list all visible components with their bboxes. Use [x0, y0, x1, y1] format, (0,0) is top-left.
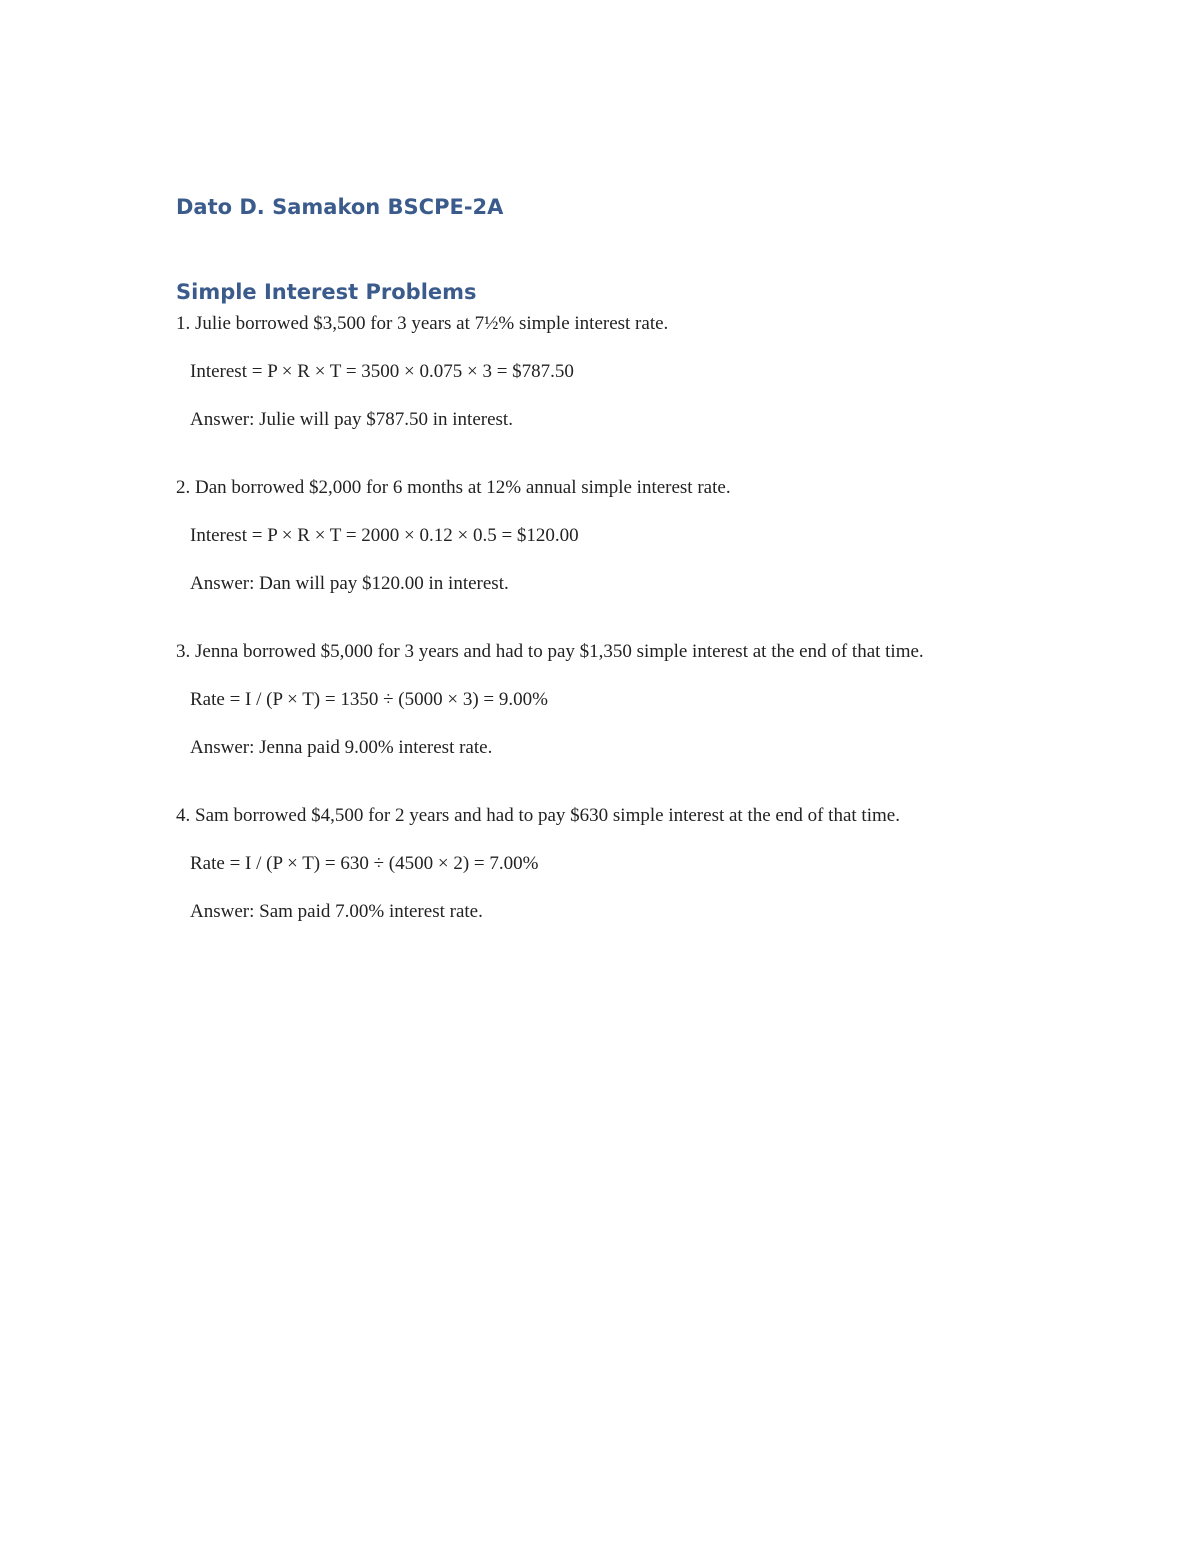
problem-answer: Answer: Dan will pay $120.00 in interest. [190, 573, 509, 594]
problem-formula: Rate = I / (P × T) = 1350 ÷ (5000 × 3) = 9.00% [190, 689, 548, 710]
problem-question: 3. Jenna borrowed $5,000 for 3 years and had to pay $1,350 simple interest at the end of that time. [176, 641, 924, 662]
problem-formula: Interest = P × R × T = 3500 × 0.075 × 3 = $787.50 [190, 361, 574, 382]
author-heading: Dato D. Samakon BSCPE-2A [176, 195, 504, 219]
problem-1 [176, 309, 1016, 434]
problem-answer: Answer: Julie will pay $787.50 in interest. [190, 409, 513, 430]
problem-answer: Answer: Jenna paid 9.00% interest rate. [190, 737, 493, 758]
document-content [176, 190, 1016, 926]
section-title: Simple Interest Problems [176, 280, 477, 304]
problem-formula: Rate = I / (P × T) = 630 ÷ (4500 × 2) = 7.00% [190, 853, 539, 874]
problem-answer: Answer: Sam paid 7.00% interest rate. [190, 901, 483, 922]
problem-4 [176, 801, 1016, 926]
problem-question: 2. Dan borrowed $2,000 for 6 months at 12% annual simple interest rate. [176, 477, 731, 498]
problem-3 [176, 637, 1016, 762]
problem-question: 1. Julie borrowed $3,500 for 3 years at 7½% simple interest rate. [176, 313, 669, 334]
problem-question: 4. Sam borrowed $4,500 for 2 years and had to pay $630 simple interest at the end of that time. [176, 805, 900, 826]
problem-formula: Interest = P × R × T = 2000 × 0.12 × 0.5 = $120.00 [190, 525, 579, 546]
problem-2 [176, 473, 1016, 598]
